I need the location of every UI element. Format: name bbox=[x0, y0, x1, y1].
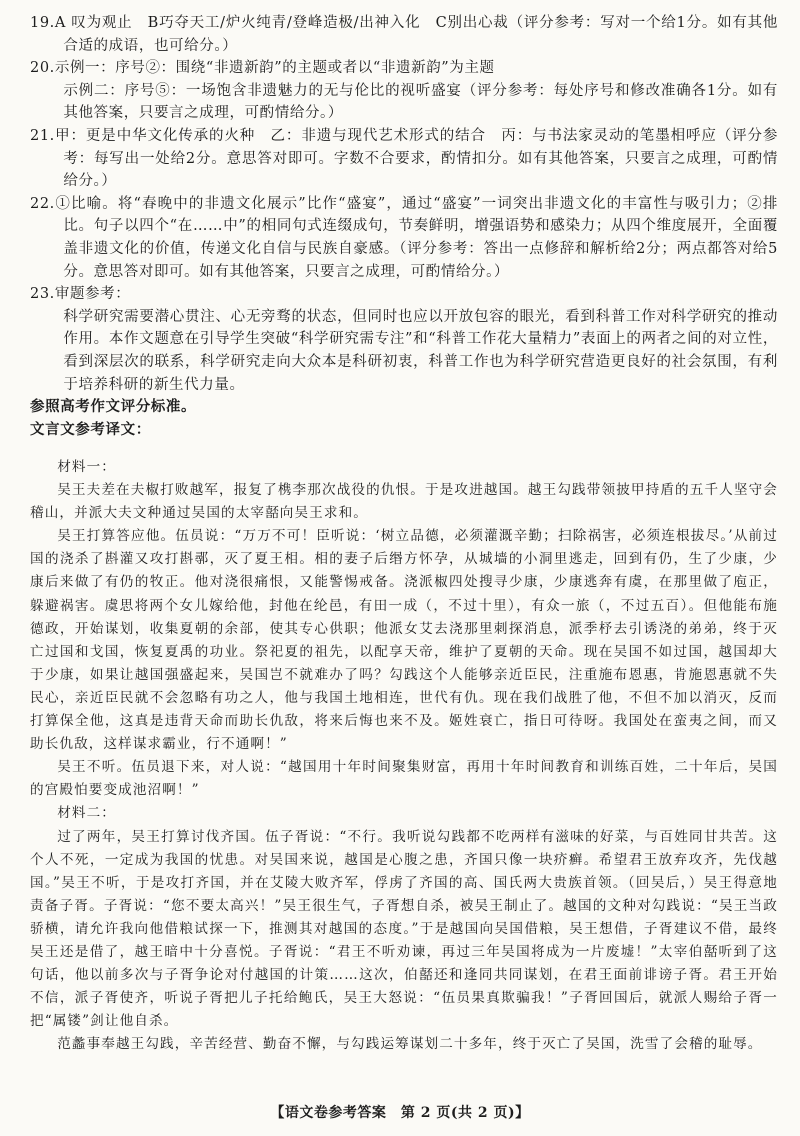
material-1-paragraph: 吴王不听。伍员退下来，对人说：“越国用十年时间聚集财富，再用十年时间教育和训练百姓，二十年后，吴国的宫殿怕要变成池沼啊！” bbox=[30, 759, 778, 799]
material-2-paragraph: 过了两年，吴王打算讨伐齐国。伍子胥说：“不行。我听说勾践都不吃两样有滋味的好菜，与百姓同甘共苦。这个人不死，一定成为我国的忧患。对吴国来说，越国是心腹之患，齐国只像一块疥癣。希望君王放弃攻齐，先伐越国。”吴王不听，于是攻打齐国，并在艾陵大败齐军，俘虏了齐国的高、国氏两大贵族首领。（回吴后，）吴王得意地责备子胥。子胥说：“您不要太高兴！”吴王很生气，子胥想自杀，被吴王制止了。越国的文种对勾践说：“吴王当政骄横，请允许我向他借粮试探一下，推测其对越国的态度。”于是越国向吴国借粮，吴王想借，子胥建议不借，最终吴王还是借了，越王暗中十分喜悦。子胥说：“君王不听劝谏，再过三年吴国将成为一片废墟！”太宰伯嚭听到了这句话，他以前多次与子胥争论对付越国的计策……这次，伯嚭还和逢同共同谋划，在君王面前诽谤子胥。君王开始不信，派子胥使齐，听说子胥把儿子托给鲍氏，吴王大怒说：“伍员果真欺骗我！”子胥回国后，就派人赐给子胥一把“属镂”剑让他自杀。 bbox=[30, 828, 778, 1030]
answer-19: 19.A 叹为观止 B巧夺天工/炉火纯青/登峰造极/出神入化 C别出心裁（评分参考：写对一个给1分。如有其他合适的成语，也可给分。） bbox=[30, 15, 778, 54]
material-2-paragraph: 范蠡事奉越王勾践，辛苦经营、勤奋不懈，与勾践运筹谋划二十多年，终于灭亡了吴国，洗雪了会稽的耻辱。 bbox=[57, 1036, 763, 1053]
answer-20: 20.示例一：序号②：围绕“非遗新韵”的主题或者以“非遗新韵”为主题 bbox=[30, 60, 495, 77]
essay-standard: 参照高考作文评分标准。 bbox=[30, 398, 197, 416]
answer-22: 22.①比喻。将“春晚中的非遗文化展示”比作“盛宴”，通过“盛宴”一词突出非遗文化的丰富性与吸引力；②排比。句子以四个“在……中”的相同句式连缀成句，节奏鲜明，增强语势和感染力；从四个维度展开，全面覆盖非遗文化的价值，传递文化自信与民族自豪感。（评分参考：答出一点修辞和解析给2分；两点都答对给5分。意思答对即可。如有其他答案，只要言之成理，可酌情给分。） bbox=[30, 195, 778, 280]
page-footer: 【语文卷参考答案 第 2 页(共 2 页)】 bbox=[270, 1105, 530, 1121]
material-1-title: 材料一： bbox=[57, 459, 116, 475]
translation-title: 文言文参考译文： bbox=[30, 420, 151, 438]
answer-section bbox=[30, 12, 778, 441]
material-2-title: 材料二： bbox=[57, 805, 116, 822]
answer-20-example-2: 示例二：序号⑤：一场饱含非遗魅力的无与伦比的视听盛宴（评分参考：每处序号和修改准确各1分。如有其他答案，只要言之成理，可酌情给分。） bbox=[63, 82, 778, 122]
answer-23-body: 科学研究需要潜心贯注、心无旁骛的状态，但同时也应以开放包容的眼光，看到科普工作对科学研究的推动作用。本作文题意在引导学生突破“科学研究需专注”和“科普工作花大量精力”表面上的两者之间的对立性，看到深层次的联系，科学研究走向大众本是科研初衷，科普工作也为科学研究营造更良好的社会氛围，有利于培养科研的新生代力量。 bbox=[63, 308, 778, 393]
material-1-paragraph: 吴王夫差在夫椒打败越军，报复了槜李那次战役的仇恨。于是攻进越国。越王勾践带领披甲持盾的五千人坚守会稽山，并派大夫文种通过吴国的太宰嚭向吴王求和。 bbox=[30, 482, 778, 522]
translation-section bbox=[30, 456, 778, 1056]
material-1-paragraph: 吴王打算答应他。伍员说：“万万不可！臣听说：‘树立品德，必须灌溉辛勤；扫除祸害，必须连根拔尽。’从前过国的浇杀了斟灌又攻打斟鄩，灭了夏王相。相的妻子后缗方怀孕，从城墙的小洞里逃走，回到有仍，生了少康，少康后来做了有仍的牧正。他对浇很痛恨，又能警惕戒备。浇派椒四处搜寻少康，少康逃奔有虞，在那里做了庖正，躲避祸害。虞思将两个女儿嫁给他，封他在纶邑，有田一成（，不过十里），有众一旅（，不过五百）。但他能布施德政，开始谋划，收集夏朝的余部，使其专心供职；他派女艾去浇那里刺探消息，派季杼去引诱浇的弟弟，终于灭亡过国和戈国，恢复夏禹的功业。祭祀夏的祖先，以配享天帝，维护了夏朝的天命。现在吴国不如过国，越国却大于少康，如果让越国强盛起来，吴国岂不就难办了吗？勾践这个人能够亲近臣民，注重施布恩惠，肯施恩惠就不失民心，亲近臣民就不会忽略有功之人，他与我国土地相连，世代有仇。现在我们战胜了他，不但不加以消灭，反而打算保全他，这真是违背天命而助长仇敌，将来后悔也来不及。姬姓衰亡，指日可待呀。我国处在蛮夷之间，而又助长仇敌，这样谋求霸业，行不通啊！” bbox=[30, 528, 778, 753]
answer-23: 23.审题参考： bbox=[30, 286, 131, 303]
answer-21: 21.甲：更是中华文化传承的火种 乙：非遗与现代艺术形式的结合 丙：与书法家灵动的笔墨相呼应（评分参考：每写出一处给2分。意思答对即可。字数不合要求，酌情扣分。如有其他答案，只要言之成理，可酌情给分。） bbox=[30, 127, 778, 190]
